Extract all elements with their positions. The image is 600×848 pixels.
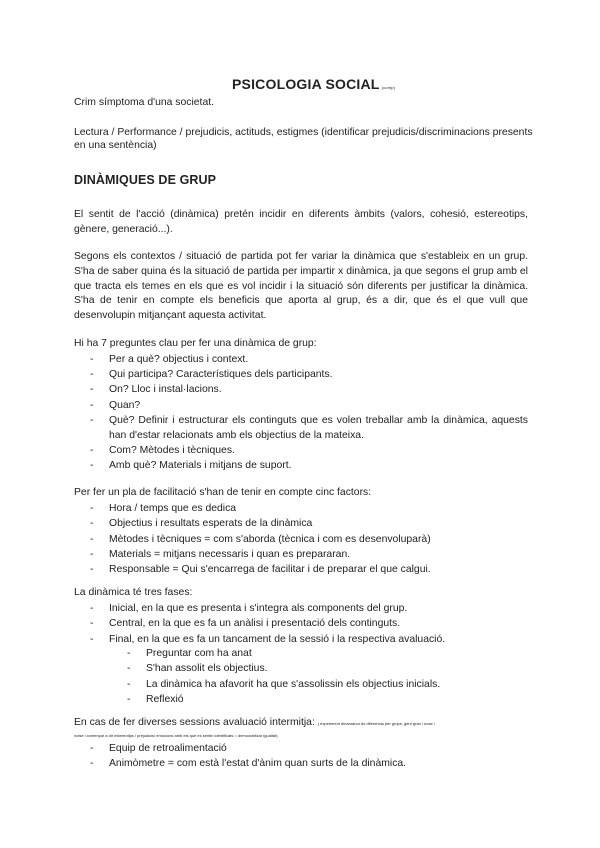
section-title: DINÀMIQUES DE GRUP [74, 173, 217, 187]
list-item: - Final, en la que es fa un tancament de la sessió i la respectiva avaluació. [90, 632, 528, 647]
list-item: - Objectius i resultats esperats de la dinàmica [90, 516, 528, 531]
list-item: - Per a què? objectius i context. [90, 352, 528, 367]
list-item: - Equip de retroalimentació [90, 741, 528, 756]
document-title [232, 76, 395, 92]
factors-intro: Per fer un pla de facilitació s'han de tenir en compte cinc factors: [74, 487, 372, 498]
questions-intro: Hi ha 7 preguntes clau per fer una dinàmica de grup: [74, 338, 317, 349]
list-item: - Reflexió [127, 692, 527, 707]
list-item: - Com? Mètodes i tècniques. [90, 443, 528, 458]
list-item: - Amb què? Materials i mitjans de suport. [90, 458, 528, 473]
list-item: - Preguntar com ha anat [127, 646, 527, 661]
list-item: - Materials = mitjans necessaris i quan es prepararan. [90, 547, 528, 562]
list-item: - On? Lloc i instal·lacions. [90, 382, 528, 397]
list-item: - Central, en la que es fa un anàlisi i presentació dels continguts. [90, 616, 528, 631]
list-item: - Quan? [90, 398, 528, 413]
list-item: - Mètodes i tècniques = com s'aborda (tècnica i com es desenvoluparà) [90, 532, 528, 547]
list-item: - Responsable = Qui s'encarrega de facilitar i de preparar el que calgui. [90, 562, 528, 577]
intro-line: Crim símptoma d'una societat. [74, 97, 214, 108]
multi-list [90, 741, 528, 772]
title-text: PSICOLOGIA SOCIAL [232, 76, 380, 92]
list-item: - Animòmetre = com està l'estat d'ànim quan surts de la dinàmica. [90, 756, 528, 771]
list-item: - Què? Definir i estructurar els continguts que es volen treballar amb la dinàmica, aquests han d'estar relacionats amb els objectius de la mateixa. [90, 413, 528, 443]
list-item: - Qui participa? Característiques dels participants. [90, 367, 528, 382]
multi-session-intro [74, 716, 534, 729]
lecture-line: Lectura / Performance / prejudicis, actituds, estigmes (identificar prejudicis/discriminacions presents en una sentència) [74, 127, 533, 151]
sub-phases-list [127, 646, 527, 707]
title-note: (comp) [381, 85, 396, 90]
multi-note-2: noise i començar a dir estereotips / prejudicis/ emocions amb els que es sentin identificats = democratitzar igualtat) [74, 733, 278, 738]
factors-list [90, 501, 528, 577]
list-item: - S'han assolit els objectius. [127, 661, 527, 676]
phases-list [90, 601, 528, 647]
list-item: - La dinàmica ha afavorit ha que s'assolissin els objectius inicials. [127, 677, 527, 692]
questions-list [90, 352, 528, 474]
paragraph-1: El sentit de l'acció (dinàmica) pretén incidir en diferents àmbits (valors, cohesió, estereotips, gènere, generació...). [74, 209, 528, 235]
multi-note-1: ( experiment dinamarca do diferencia per grups, gent gran i nose / [317, 721, 435, 726]
multi-intro-text: En cas de fer diverses sessions avaluació intermitja: [74, 717, 315, 728]
paragraph-2: Segons els contextos / situació de partida pot fer variar la dinàmica que s'estableix en un grup. S'ha de saber quina és la situació de partida per impartir x dinàmica, ja que segons el grup amb el que tracta els temes en els que es vol incidir i la situació són diferents per justificar la dinàmica. S'ha de tenir en compte els beneficis que aporta al grup, és a dir, que és el que vull que desenvolupin mitjançant aquesta activitat. [74, 251, 528, 322]
list-item: - Hora / temps que es dedica [90, 501, 528, 516]
phases-intro: La dinàmica té tres fases: [74, 587, 193, 598]
list-item: - Inicial, en la que es presenta i s'integra als components del grup. [90, 601, 528, 616]
